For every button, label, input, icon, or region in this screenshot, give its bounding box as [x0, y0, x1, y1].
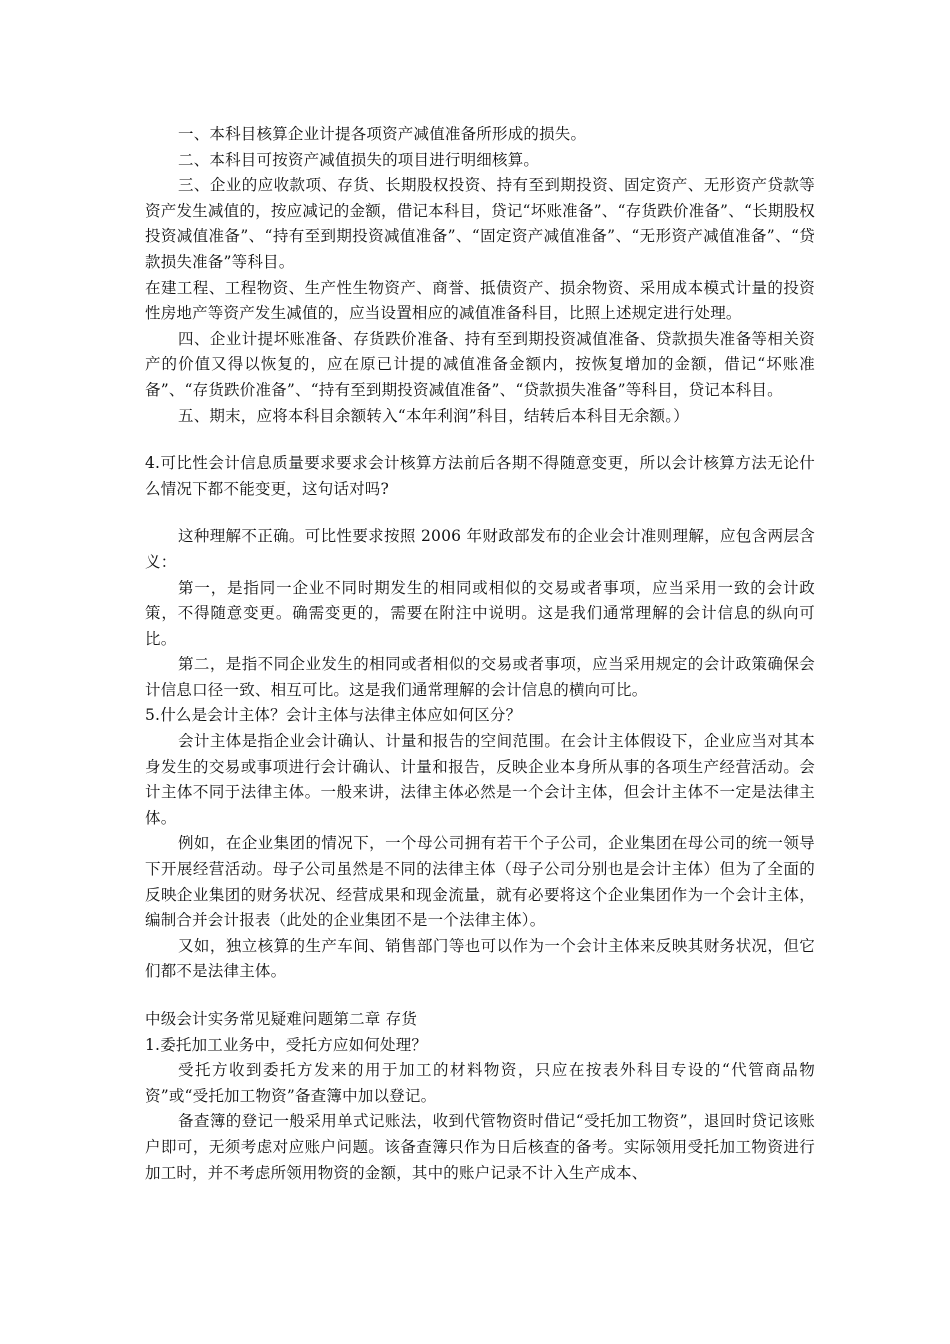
paragraph: 第一，是指同一企业不同时期发生的相同或相似的交易或者事项，应当采用一致的会计政策，不得随意变更。确需变更的，需要在附注中说明。这是我们通常理解的会计信息的纵向可比。: [145, 578, 815, 648]
paragraph: 四、企业计提坏账准备、存货跌价准备、持有至到期投资减值准备、贷款损失准备等相关资产的价值又得以恢复的，应在原已计提的减值准备金额内，按恢复增加的金额，借记“坏账准备”、“存货跌价准备”、“持有至到期投资减值准备”、“贷款损失准备”等科目，贷记本科目。: [145, 329, 815, 399]
paragraph: 受托方收到委托方发来的用于加工的材料物资，只应在按表外科目专设的“代管商品物资”或“受托加工物资”备查簿中加以登记。: [145, 1061, 815, 1105]
question-1: 1.委托加工业务中，受托方应如何处理？: [145, 1035, 428, 1054]
paragraph: 三、企业的应收款项、存货、长期股权投资、持有至到期投资、固定资产、无形资产贷款等资产发生减值的，按应减记的金额，借记本科目，贷记“坏账准备”、“存货跌价准备”、“长期股权投资减值准备”、“持有至到期投资减值准备”、“固定资产减值准备”、“无形资产减值准备”、“贷款损失准备”等科目。: [145, 176, 815, 271]
paragraph: 在建工程、工程物资、生产性生物资产、商誉、抵债资产、损余物资、采用成本模式计量的投资性房地产等资产发生减值的，应当设置相应的减值准备科目，比照上述规定进行处理。: [145, 278, 815, 323]
spacer: [145, 502, 815, 524]
paragraph: 会计主体是指企业会计确认、计量和报告的空间范围。在会计主体假设下，企业应当对其本身发生的交易或事项进行会计确认、计量和报告，反映企业本身所从事的各项生产经营活动。会计主体不同于法律主体。一般来讲，法律主体必然是一个会计主体，但会计主体不一定是法律主体。: [145, 732, 815, 827]
paragraph: 这种理解不正确。可比性要求按照 2006 年财政部发布的企业会计准则理解，应包含两层含义：: [145, 527, 815, 571]
question-4: 4.可比性会计信息质量要求要求会计核算方法前后各期不得随意变更，所以会计核算方法无论什么情况下都不能变更，这句话对吗?: [145, 454, 815, 498]
paragraph: 一、本科目核算企业计提各项资产减值准备所形成的损失。: [178, 125, 587, 143]
paragraph: 第二，是指不同企业发生的相同或者相似的交易或者事项，应当采用规定的会计政策确保会计信息口径一致、相互可比。这是我们通常理解的会计信息的横向可比。: [145, 655, 815, 699]
document-page: [145, 122, 815, 1186]
chapter-title: 中级会计实务常见疑难问题第二章 存货: [145, 1010, 418, 1028]
paragraph: 又如，独立核算的生产车间、销售部门等也可以作为一个会计主体来反映其财务状况，但它们都不是法律主体。: [145, 936, 815, 981]
paragraph: 备查簿的登记一般采用单式记账法，收到代管物资时借记“受托加工物资”，退回时贷记该账户即可，无须考虑对应账户问题。该备查簿只作为日后核查的备考。实际领用受托加工物资进行加工时，并不考虑所领用物资的金额，其中的账户记录不计入生产成本、: [145, 1112, 815, 1182]
paragraph: 二、本科目可按资产减值损失的项目进行明细核算。: [178, 150, 540, 169]
spacer: [145, 429, 815, 451]
spacer: [145, 985, 815, 1007]
question-5: 5.什么是会计主体？会计主体与法律主体应如何区分？: [145, 706, 522, 725]
paragraph: 五、期末，应将本科目余额转入“本年利润”科目，结转后本科目无余额。）: [178, 406, 689, 425]
paragraph: 例如，在企业集团的情况下，一个母公司拥有若干个子公司，企业集团在母公司的统一领导下开展经营活动。母子公司虽然是不同的法律主体（母子公司分别也是会计主体）但为了全面的反映企业集团的财务状况、经营成果和现金流量，就有必要将这个企业集团作为一个会计主体，编制合并会计报表（此处的企业集团不是一个法律主体）。: [145, 834, 815, 930]
